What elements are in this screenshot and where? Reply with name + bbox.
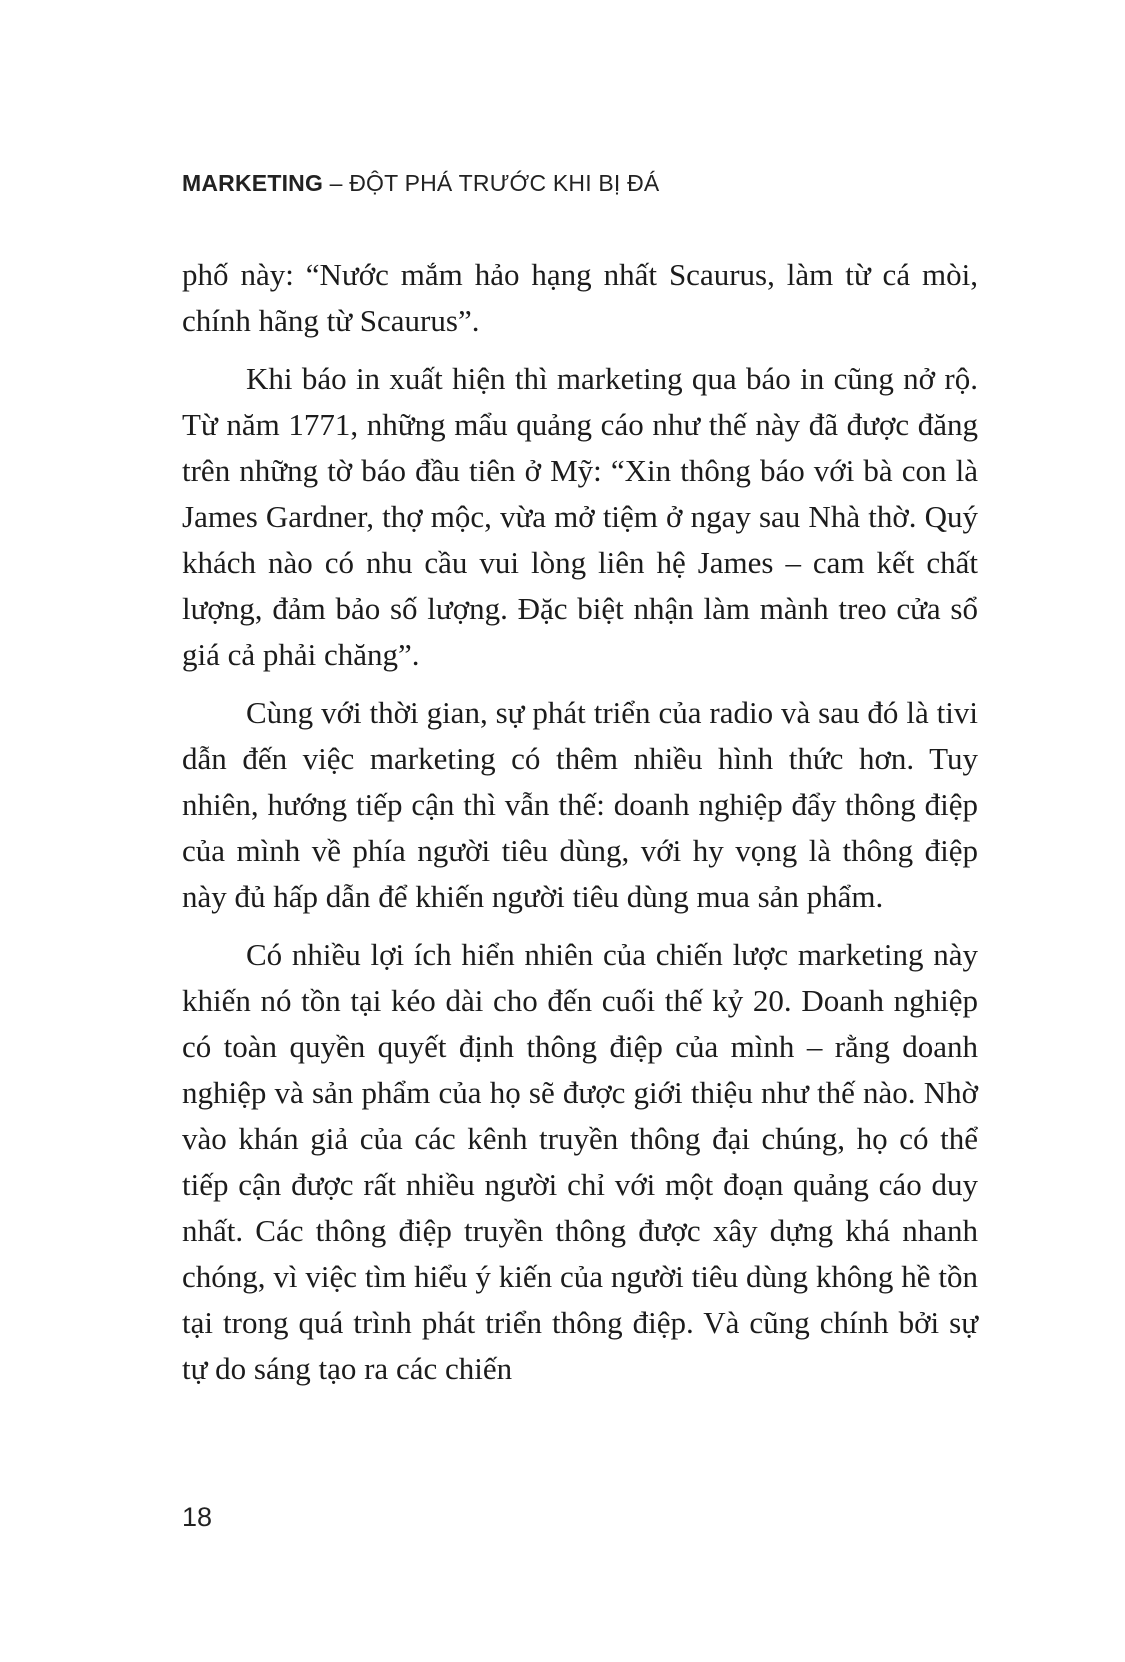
header-separator: – [323, 170, 350, 196]
book-subtitle: ĐỘT PHÁ TRƯỚC KHI BỊ ĐÁ [349, 170, 660, 196]
paragraph-print-newspapers: Khi báo in xuất hiện thì marketing qua báo in cũng nở rộ. Từ năm 1771, những mẩu quảng cáo như thế này đã được đăng trên những tờ báo đầu tiên ở Mỹ: “Xin thông báo với bà con là James Gardner, thợ mộc, vừa mở tiệm ở ngay sau Nhà thờ. Quý khách nào có nhu cầu vui lòng liên hệ James – cam kết chất lượng, đảm bảo số lượng. Đặc biệt nhận làm mành treo cửa sổ giá cả phải chăng”. [182, 361, 978, 672]
paragraph-benefits: Có nhiều lợi ích hiển nhiên của chiến lược marketing này khiến nó tồn tại kéo dài cho đến cuối thế kỷ 20. Doanh nghiệp có toàn quyền quyết định thông điệp của mình – rằng doanh nghiệp và sản phẩm của họ sẽ được giới thiệu như thế nào. Nhờ vào khán giả của các kênh truyền thông đại chúng, họ có thể tiếp cận được rất nhiều người chỉ với một đoạn quảng cáo duy nhất. Các thông điệp truyền thông được xây dựng khá nhanh chóng, vì việc tìm hiểu ý kiến của người tiêu dùng không hề tồn tại trong quá trình phát triển thông điệp. Và cũng chính bởi sự tự do sáng tạo ra các chiến [182, 937, 978, 1386]
page-number: 18 [182, 1502, 213, 1532]
running-header [182, 170, 659, 197]
book-title: MARKETING [182, 170, 324, 196]
page-body [182, 252, 978, 1404]
paragraph-radio-tv: Cùng với thời gian, sự phát triển của radio và sau đó là tivi dẫn đến việc marketing có thêm nhiều hình thức hơn. Tuy nhiên, hướng tiếp cận thì vẫn thế: doanh nghiệp đẩy thông điệp của mình về phía người tiêu dùng, với hy vọng là thông điệp này đủ hấp dẫn để khiến người tiêu dùng mua sản phẩm. [182, 695, 978, 914]
paragraph-continuation: phố này: “Nước mắm hảo hạng nhất Scaurus, làm từ cá mòi, chính hãng từ Scaurus”. [182, 257, 978, 338]
